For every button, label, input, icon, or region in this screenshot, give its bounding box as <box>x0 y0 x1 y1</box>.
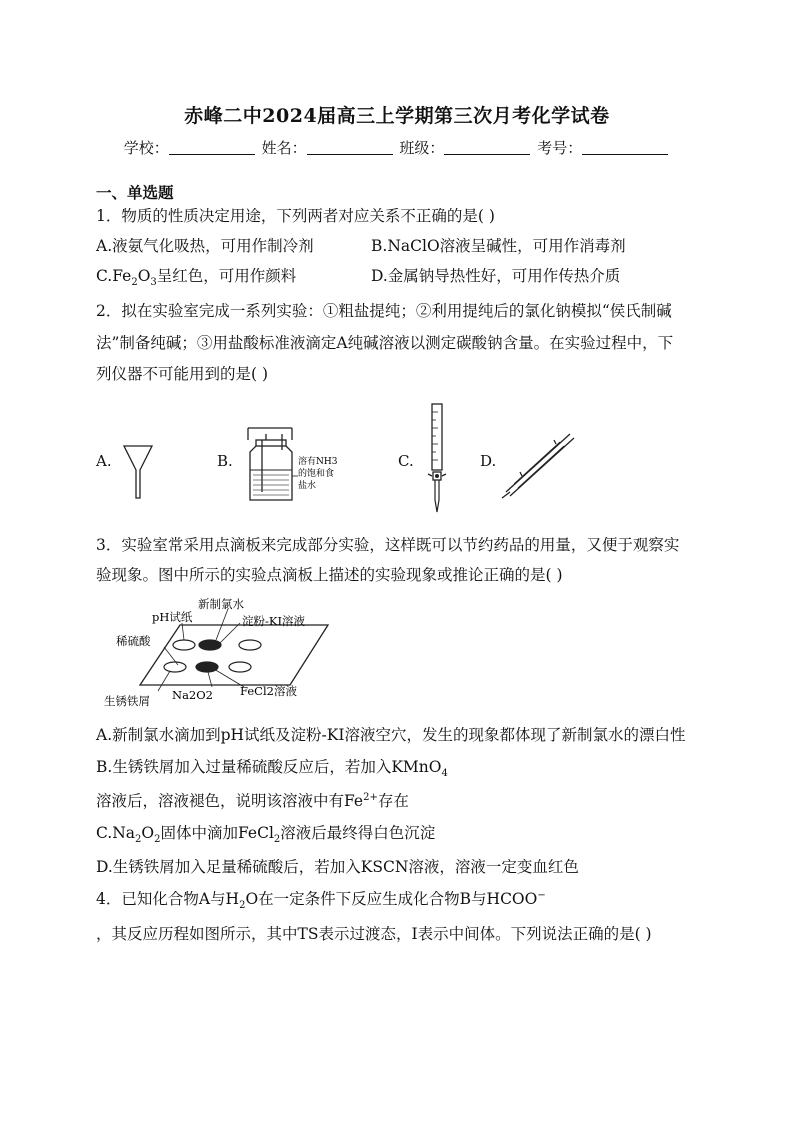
exam-title: 赤峰二中2024届高三上学期第三次月考化学试卷 <box>184 105 610 127</box>
q2-option-a-label: A. <box>96 452 112 470</box>
school-label: 学校： <box>123 139 169 157</box>
q1-stem: 1．物质的性质决定用途，下列两者对应关系不正确的是( ) <box>96 207 495 225</box>
q3-option-b: B.生锈铁屑加入过量稀硫酸反应后，若加入KMnO$_4$ <box>96 758 448 780</box>
q3-option-b-continued: 溶液后，溶液褪色，说明该溶液中有$Fe^{2+}$存在 <box>96 791 409 810</box>
funnel-figure <box>118 420 168 500</box>
bottle-label-2: 的饱和食 <box>298 469 335 479</box>
well-empty-1 <box>239 640 261 650</box>
section-title: 一、单选题 <box>96 183 174 202</box>
q2-option-d-label: D. <box>480 452 497 470</box>
name-blank <box>307 140 393 155</box>
well-iron <box>164 662 186 672</box>
q1-option-b: B.NaClO溶液呈碱性，可用作消毒剂 <box>371 237 626 255</box>
q2-option-b-label: B. <box>217 452 233 470</box>
label-starch: 淀粉-KI溶液 <box>242 614 306 628</box>
label-fecl2: FeCl2溶液 <box>240 684 297 698</box>
bottle-label-1: 溶有NH3 <box>298 457 338 467</box>
label-na2o2: Na2O2 <box>172 688 213 702</box>
q2-option-c-label: C. <box>398 452 414 470</box>
spot-plate-figure <box>100 595 330 715</box>
q4-line-2: ，其反应历程如图所示，其中TS表示过渡态，I表示中间体。下列说法正确的是( ) <box>96 925 652 943</box>
well-starch <box>199 640 221 650</box>
class-blank <box>444 140 530 155</box>
label-ph: pH试纸 <box>152 610 193 624</box>
q3-line-2: 验现象。图中所示的实验点滴板上描述的实验现象或推论正确的是( ) <box>96 566 563 584</box>
q2-line-1: 2．拟在实验室完成一系列实验：①粗盐提纯；②利用提纯后的氯化钠模拟“侯氏制碱 <box>96 302 672 320</box>
burette-figure <box>418 400 468 518</box>
q4-line-1: 4．已知化合物A与$H_2O$在一定条件下反应生成化合物B与HCOO− <box>96 889 546 912</box>
q3-option-d: D.生锈铁屑加入足量稀硫酸后，若加入KSCN溶液，溶液一定变血红色 <box>96 858 579 876</box>
q1-option-d: D.金属钠导热性好，可用作传热介质 <box>371 267 621 285</box>
exam-info-row <box>0 137 794 158</box>
condenser-figure <box>500 420 580 500</box>
name-label: 姓名： <box>261 139 307 157</box>
gas-washing-bottle-figure <box>238 420 358 505</box>
well-ph <box>173 640 195 650</box>
label-chlorine: 新制氯水 <box>198 597 244 611</box>
q3-option-c: $C.Na_2O_2$固体中滴加FeCl$_2$溶液后最终得白色沉淀 <box>96 824 436 846</box>
class-label: 班级： <box>399 139 445 157</box>
label-iron: 生锈铁屑 <box>104 694 150 708</box>
bottle-label-3: 盐水 <box>298 481 317 491</box>
label-acid: 稀硫酸 <box>116 634 151 648</box>
q2-line-2: 法”制备纯碱；③用盐酸标准液滴定A纯碱溶液以测定碳酸钠含量。在实验过程中，下 <box>96 334 674 352</box>
exam-number-label: 考号： <box>537 139 583 157</box>
well-empty-2 <box>229 662 251 672</box>
well-na2o2 <box>196 662 218 672</box>
q3-line-1: 3．实验室常采用点滴板来完成部分实验，这样既可以节约药品的用量，又便于观察实 <box>96 536 680 554</box>
q1-option-c: $C.Fe_2O_3$呈红色，可用作颜料 <box>96 267 297 289</box>
school-blank <box>169 140 255 155</box>
q2-line-3: 列仪器不可能用到的是( ) <box>96 365 269 383</box>
q1-option-a: A.液氨气化吸热，可用作制冷剂 <box>96 237 314 255</box>
exam-number-blank <box>582 140 668 155</box>
q3-option-a: A.新制氯水滴加到pH试纸及淀粉-KI溶液空穴，发生的现象都体现了新制氯水的漂白性 <box>96 726 686 744</box>
